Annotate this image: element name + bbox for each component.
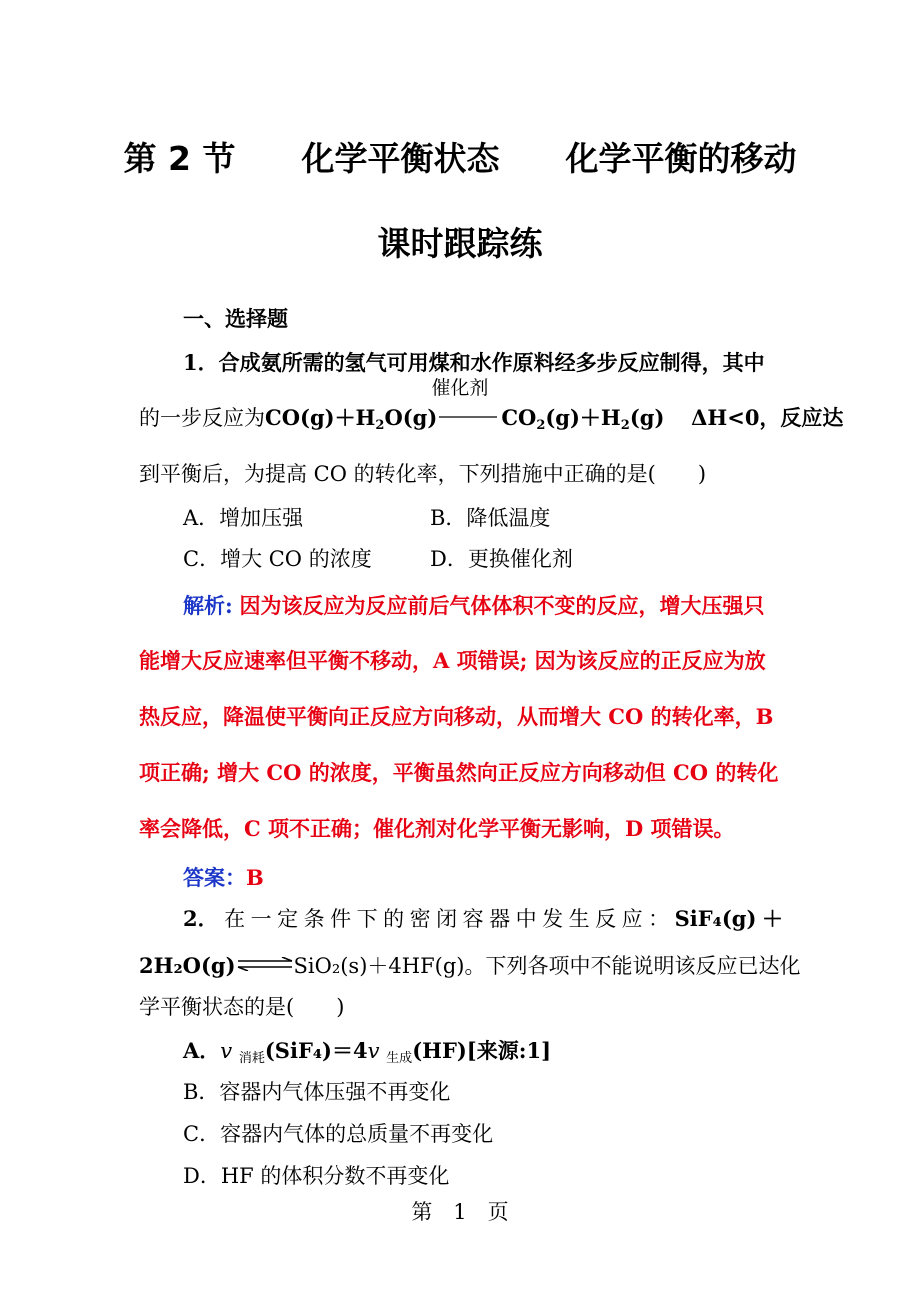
q1-line2: [139, 377, 844, 433]
q2-line1-token: 生: [568, 907, 590, 931]
q1-option-a: A．增加压强: [183, 506, 304, 530]
section-heading: 一、选择题: [183, 306, 288, 331]
q2-line1-token: 的: [383, 907, 405, 931]
q2-line1-token: 器: [489, 907, 511, 931]
answer-label: 答案：: [183, 865, 246, 890]
answer-value: B: [246, 865, 264, 890]
q2-line1-token: 闭: [436, 907, 458, 931]
q1-products: $CO_2(g)+H_2(g)$: [501, 405, 665, 433]
q1-option-d: D．更换催化剂: [430, 547, 573, 571]
q2-line2-text: SiO₂(s)＋4HF(g)。下列各项中不能说明该反应已达化: [293, 954, 801, 978]
q2-line1-token: ＋: [761, 906, 783, 931]
analysis-line-1: 解析: 因为该反应为反应前后气体体积不变的反应，增大压强只: [183, 593, 765, 618]
q2-line1-token: SiF₄(g): [674, 906, 757, 931]
analysis-line-3: 热反应，降温使平衡向正反应方向移动，从而增大 CO 的转化率，B: [139, 704, 774, 729]
q1-line3: 到平衡后，为提高 CO 的转化率，下列措施中正确的是( ): [139, 462, 707, 486]
reversible-arrow: [236, 950, 294, 964]
q2-reactants: 2H₂O(g): [139, 953, 236, 978]
catalyst-arrow-graphic: [437, 407, 501, 427]
analysis-label: 解析:: [183, 593, 233, 618]
q2-line1-token: 件: [330, 907, 352, 931]
q1-option-b: B．降低温度: [430, 506, 551, 530]
q2-line1-token: 条: [303, 907, 325, 931]
q1-text: 1．合成氨所需的氢气可用煤和水作原料经多步反应制得，其中: [183, 350, 765, 375]
q2-line1-token: 密: [409, 907, 431, 931]
q2-option-c: C．容器内气体的总质量不再变化: [183, 1122, 494, 1146]
q2-option-b: B．容器内气体压强不再变化: [183, 1080, 451, 1104]
q2-line1: [183, 905, 783, 933]
q2-line1-token: 中: [515, 907, 537, 931]
q1-option-c: C．增大 CO 的浓度: [183, 547, 372, 571]
analysis-line-2: 能增大反应速率但平衡不移动，A 项错误; 因为该反应的正反应为放: [139, 648, 766, 673]
q2-line1-token: 一: [250, 907, 272, 931]
analysis-line-5: 率会降低，C 项不正确；催化剂对化学平衡无影响，D 项错误。: [139, 816, 735, 841]
q2-line1-token: ：: [648, 907, 670, 931]
q2-line1-token: 反: [595, 907, 617, 931]
q2-line1-token: 2．: [183, 906, 219, 931]
q1-line1: [183, 349, 783, 377]
analysis-line-4: 项正确; 增大 CO 的浓度，平衡虽然向正反应方向移动但 CO 的转化: [139, 760, 779, 785]
q2-line1-token: 容: [462, 907, 484, 931]
q2-line2: [139, 950, 801, 980]
q2-line3: 学平衡状态的是( ): [139, 995, 345, 1019]
page-footer: 第 1 页: [411, 1200, 509, 1224]
answer-line: [183, 864, 783, 892]
q1-reactants: $CO(g)+H_2O(g)$: [265, 405, 438, 433]
q2-line1-token: 下: [356, 907, 378, 931]
q2-option-a: A．v $_{消耗}$(SiF₄)＝4v $_{生成}$(HF)[来源:1]: [183, 1038, 552, 1066]
page-subtitle: 课时跟踪练: [377, 224, 543, 263]
catalyst-arrow: [431, 377, 501, 426]
q2-line1-token: 在: [224, 907, 246, 931]
q2-line1-token: 定: [277, 907, 299, 931]
q2-line1-token: 发: [542, 907, 564, 931]
q1-line2-pre: 的一步反应为: [139, 406, 265, 430]
page-title: 第 2 节 化学平衡状态 化学平衡的移动: [123, 139, 797, 178]
q1-enthalpy: ΔH<0，反应达: [691, 405, 844, 430]
q2-line1-token: 应: [621, 907, 643, 931]
catalyst-label: 催化剂: [431, 377, 489, 399]
q2-option-d: D．HF 的体积分数不再变化: [183, 1164, 450, 1188]
